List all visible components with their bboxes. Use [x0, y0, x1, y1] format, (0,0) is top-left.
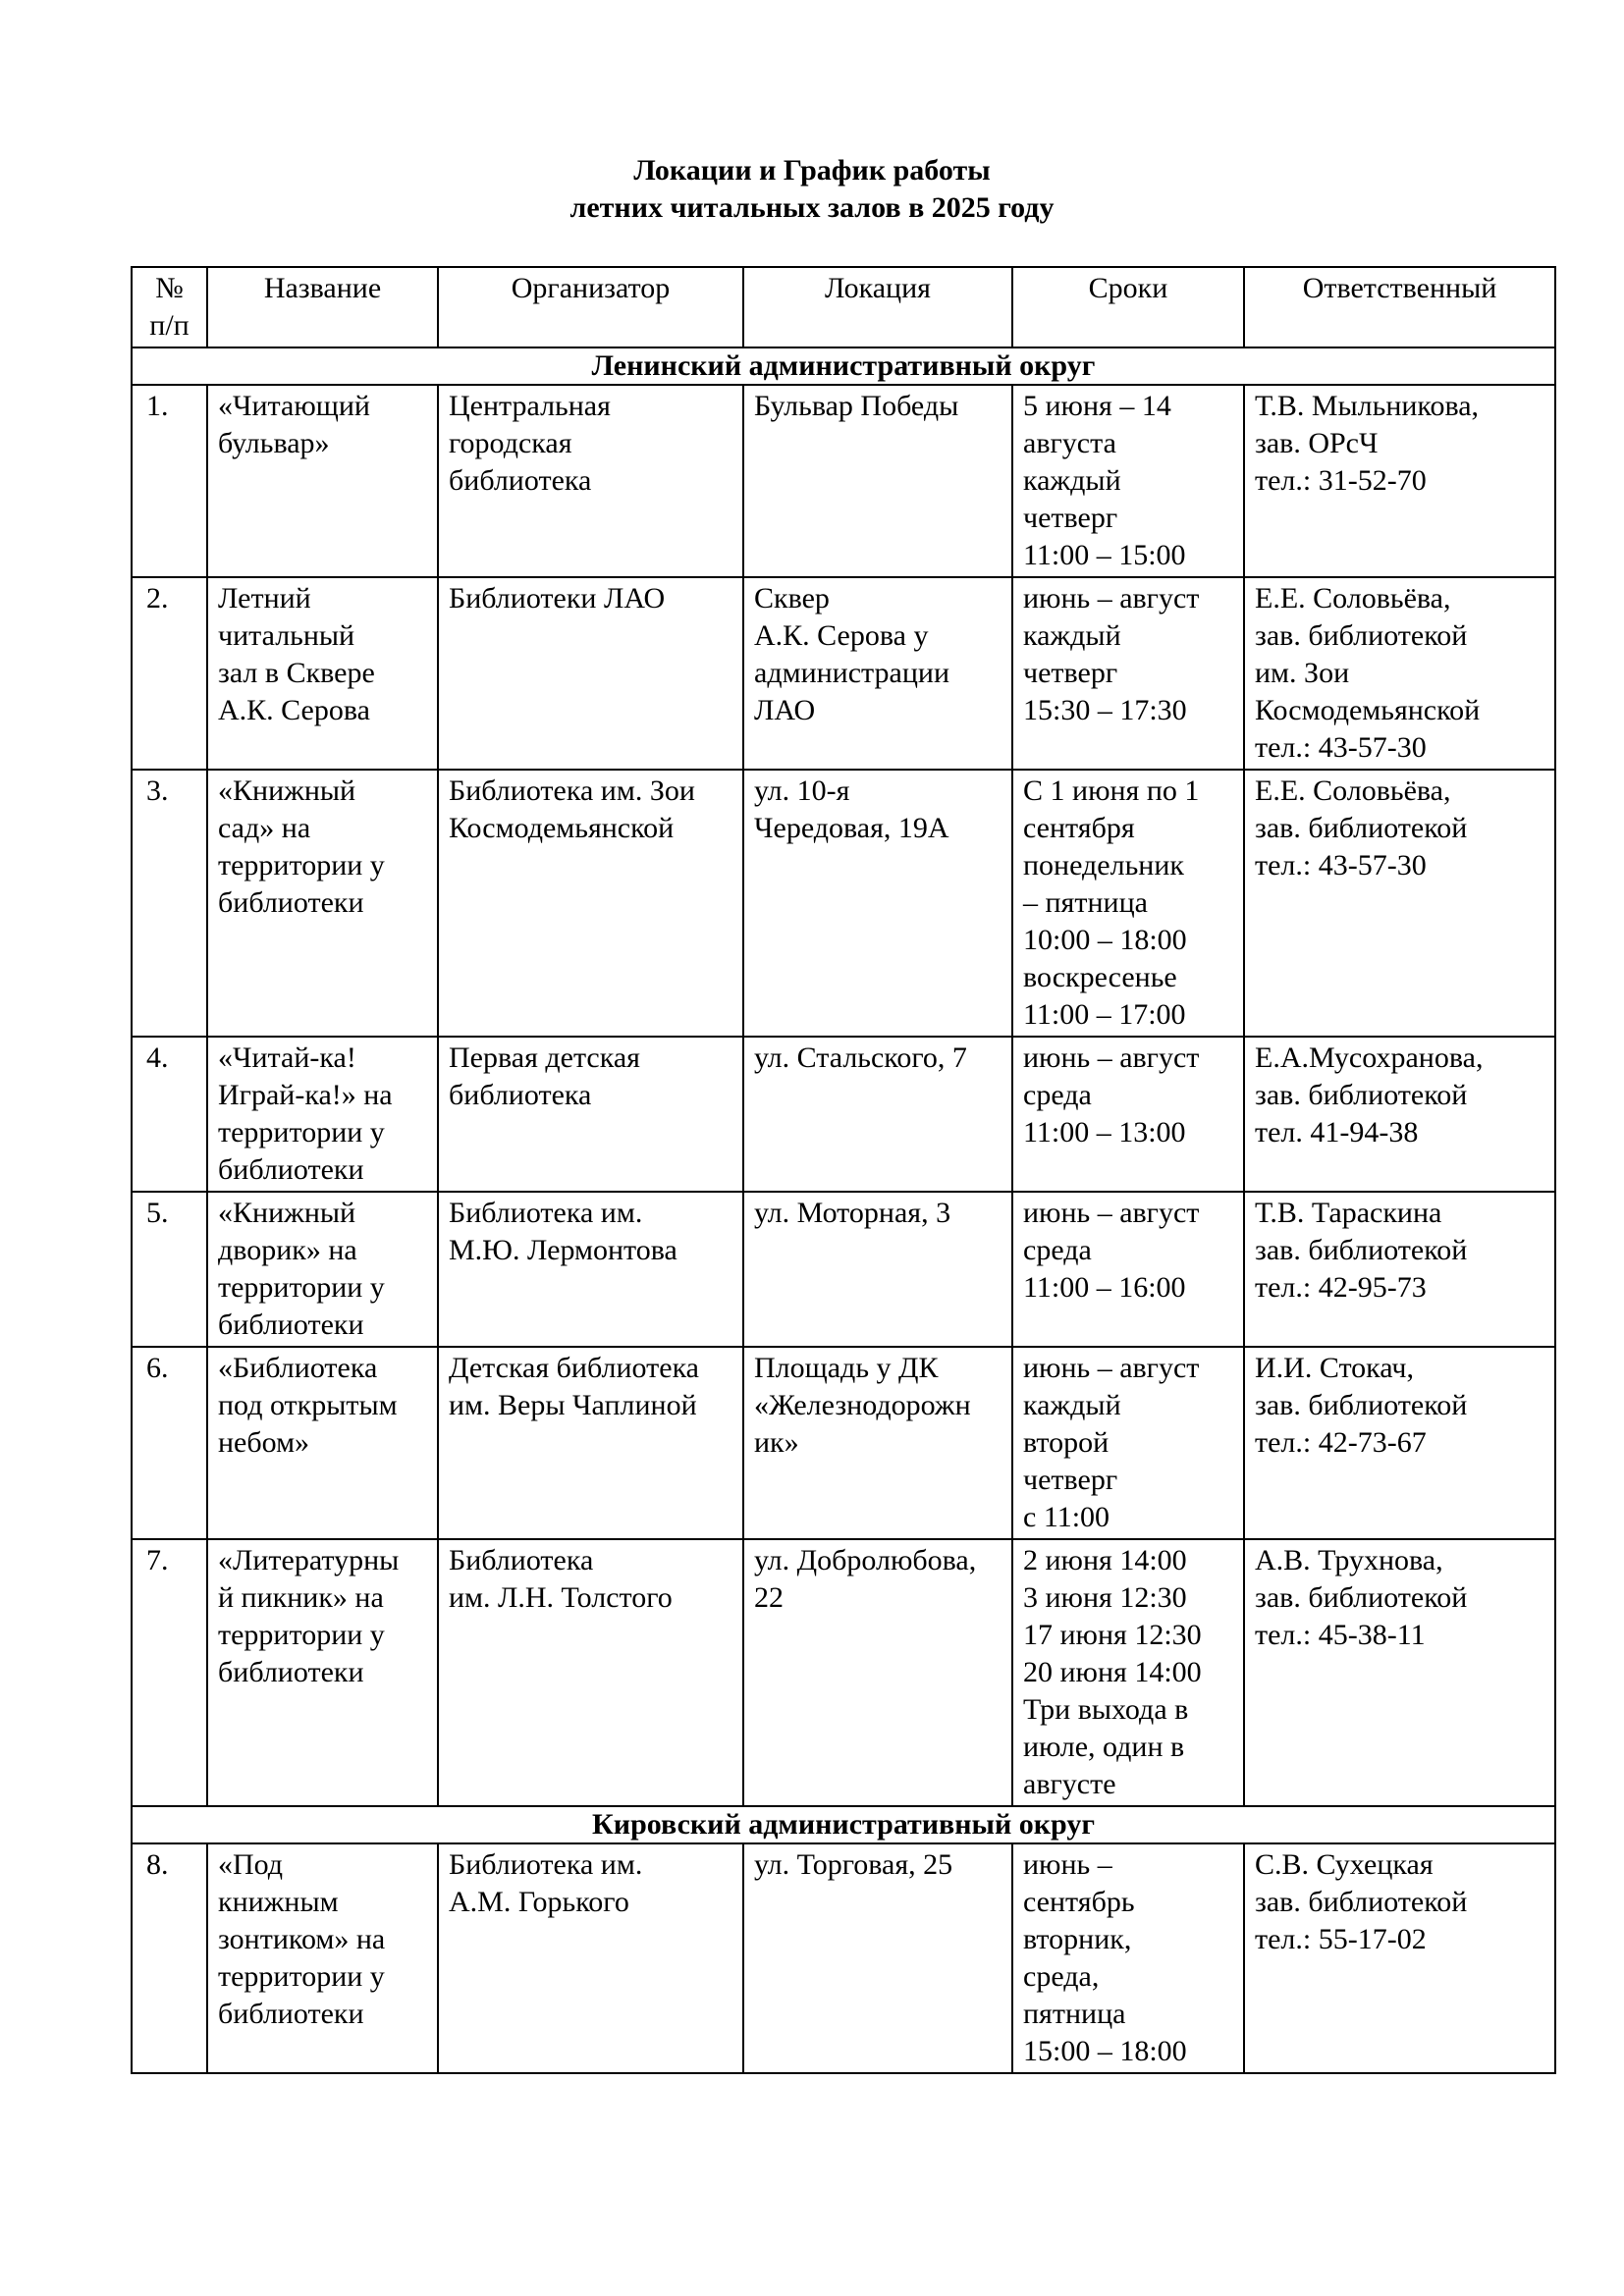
cell-organizer: Библиотека им. Л.Н. Толстого — [438, 1539, 743, 1806]
cell-location: ул. 10-я Чередовая, 19А — [743, 770, 1012, 1037]
table-row — [132, 577, 1555, 770]
cell-dates: июнь – сентябрь вторник, среда, пятница 15:00 – 18:00 — [1012, 1843, 1244, 2073]
table-row — [132, 385, 1555, 577]
schedule-table — [131, 266, 1556, 2074]
cell-responsible: Е.Е. Соловьёва, зав. библиотекой им. Зои Космодемьянской тел.: 43-57-30 — [1244, 577, 1555, 770]
table-row — [132, 1347, 1555, 1539]
cell-responsible: Е.Е. Соловьёва, зав. библиотекой тел.: 43-57-30 — [1244, 770, 1555, 1037]
header-responsible: Ответственный — [1244, 267, 1555, 347]
cell-name: «Под книжным зонтиком» на территории у библиотеки — [207, 1843, 438, 2073]
header-number: № п/п — [132, 267, 207, 347]
cell-number: 4. — [132, 1037, 207, 1192]
cell-location: ул. Моторная, 3 — [743, 1192, 1012, 1347]
cell-responsible: С.В. Сухецкая зав. библиотекой тел.: 55-17-02 — [1244, 1843, 1555, 2073]
cell-location: ул. Торговая, 25 — [743, 1843, 1012, 2073]
table-header-row — [132, 267, 1555, 347]
cell-name: «Читающий бульвар» — [207, 385, 438, 577]
cell-organizer: Первая детская библиотека — [438, 1037, 743, 1192]
cell-organizer: Библиотека им. А.М. Горького — [438, 1843, 743, 2073]
cell-dates: июнь – август среда 11:00 – 13:00 — [1012, 1037, 1244, 1192]
cell-name: «Книжный сад» на территории у библиотеки — [207, 770, 438, 1037]
title-line-2: летних читальных залов в 2025 году — [569, 191, 1055, 224]
section-row — [132, 347, 1555, 385]
document-title — [0, 152, 1624, 227]
header-dates: Сроки — [1012, 267, 1244, 347]
cell-number: 6. — [132, 1347, 207, 1539]
cell-dates: июнь – август среда 11:00 – 16:00 — [1012, 1192, 1244, 1347]
section-title: Ленинский административный округ — [132, 347, 1555, 385]
cell-number: 5. — [132, 1192, 207, 1347]
title-line-1: Локации и График работы — [633, 154, 991, 187]
table-row — [132, 1192, 1555, 1347]
cell-name: «Литературны й пикник» на территории у библиотеки — [207, 1539, 438, 1806]
cell-location: ул. Добролюбова, 22 — [743, 1539, 1012, 1806]
header-organizer: Организатор — [438, 267, 743, 347]
cell-number: 8. — [132, 1843, 207, 2073]
cell-organizer: Детская библиотека им. Веры Чаплиной — [438, 1347, 743, 1539]
cell-organizer: Центральная городская библиотека — [438, 385, 743, 577]
cell-name: «Библиотека под открытым небом» — [207, 1347, 438, 1539]
cell-number: 1. — [132, 385, 207, 577]
cell-responsible: А.В. Трухнова, зав. библиотекой тел.: 45-38-11 — [1244, 1539, 1555, 1806]
section-title: Кировский административный округ — [132, 1806, 1555, 1843]
cell-location: Бульвар Победы — [743, 385, 1012, 577]
header-name: Название — [207, 267, 438, 347]
cell-location: Сквер А.К. Серова у администрации ЛАО — [743, 577, 1012, 770]
table-row — [132, 1539, 1555, 1806]
cell-dates: 5 июня – 14 августа каждый четверг 11:00 – 15:00 — [1012, 385, 1244, 577]
cell-responsible: И.И. Стокач, зав. библиотекой тел.: 42-73-67 — [1244, 1347, 1555, 1539]
cell-responsible: Т.В. Мыльникова, зав. ОРсЧ тел.: 31-52-70 — [1244, 385, 1555, 577]
cell-dates: июнь – август каждый второй четверг с 11:00 — [1012, 1347, 1244, 1539]
cell-organizer: Библиотека им. М.Ю. Лермонтова — [438, 1192, 743, 1347]
cell-location: Площадь у ДК «Железнодорожн ик» — [743, 1347, 1012, 1539]
cell-name: Летний читальный зал в Сквере А.К. Серова — [207, 577, 438, 770]
table-row — [132, 1037, 1555, 1192]
cell-dates: С 1 июня по 1 сентября понедельник – пятница 10:00 – 18:00 воскресенье 11:00 – 17:00 — [1012, 770, 1244, 1037]
cell-number: 2. — [132, 577, 207, 770]
cell-name: «Читай-ка! Играй-ка!» на территории у библиотеки — [207, 1037, 438, 1192]
table-row — [132, 1843, 1555, 2073]
cell-organizer: Библиотека им. Зои Космодемьянской — [438, 770, 743, 1037]
cell-number: 3. — [132, 770, 207, 1037]
cell-responsible: Т.В. Тараскина зав. библиотекой тел.: 42-95-73 — [1244, 1192, 1555, 1347]
section-row — [132, 1806, 1555, 1843]
cell-number: 7. — [132, 1539, 207, 1806]
cell-responsible: Е.А.Мусохранова, зав. библиотекой тел. 41-94-38 — [1244, 1037, 1555, 1192]
cell-dates: июнь – август каждый четверг 15:30 – 17:30 — [1012, 577, 1244, 770]
header-location: Локация — [743, 267, 1012, 347]
cell-organizer: Библиотеки ЛАО — [438, 577, 743, 770]
cell-location: ул. Стальского, 7 — [743, 1037, 1012, 1192]
table-row — [132, 770, 1555, 1037]
cell-name: «Книжный дворик» на территории у библиотеки — [207, 1192, 438, 1347]
cell-dates: 2 июня 14:00 3 июня 12:30 17 июня 12:30 20 июня 14:00 Три выхода в июле, один в августе — [1012, 1539, 1244, 1806]
